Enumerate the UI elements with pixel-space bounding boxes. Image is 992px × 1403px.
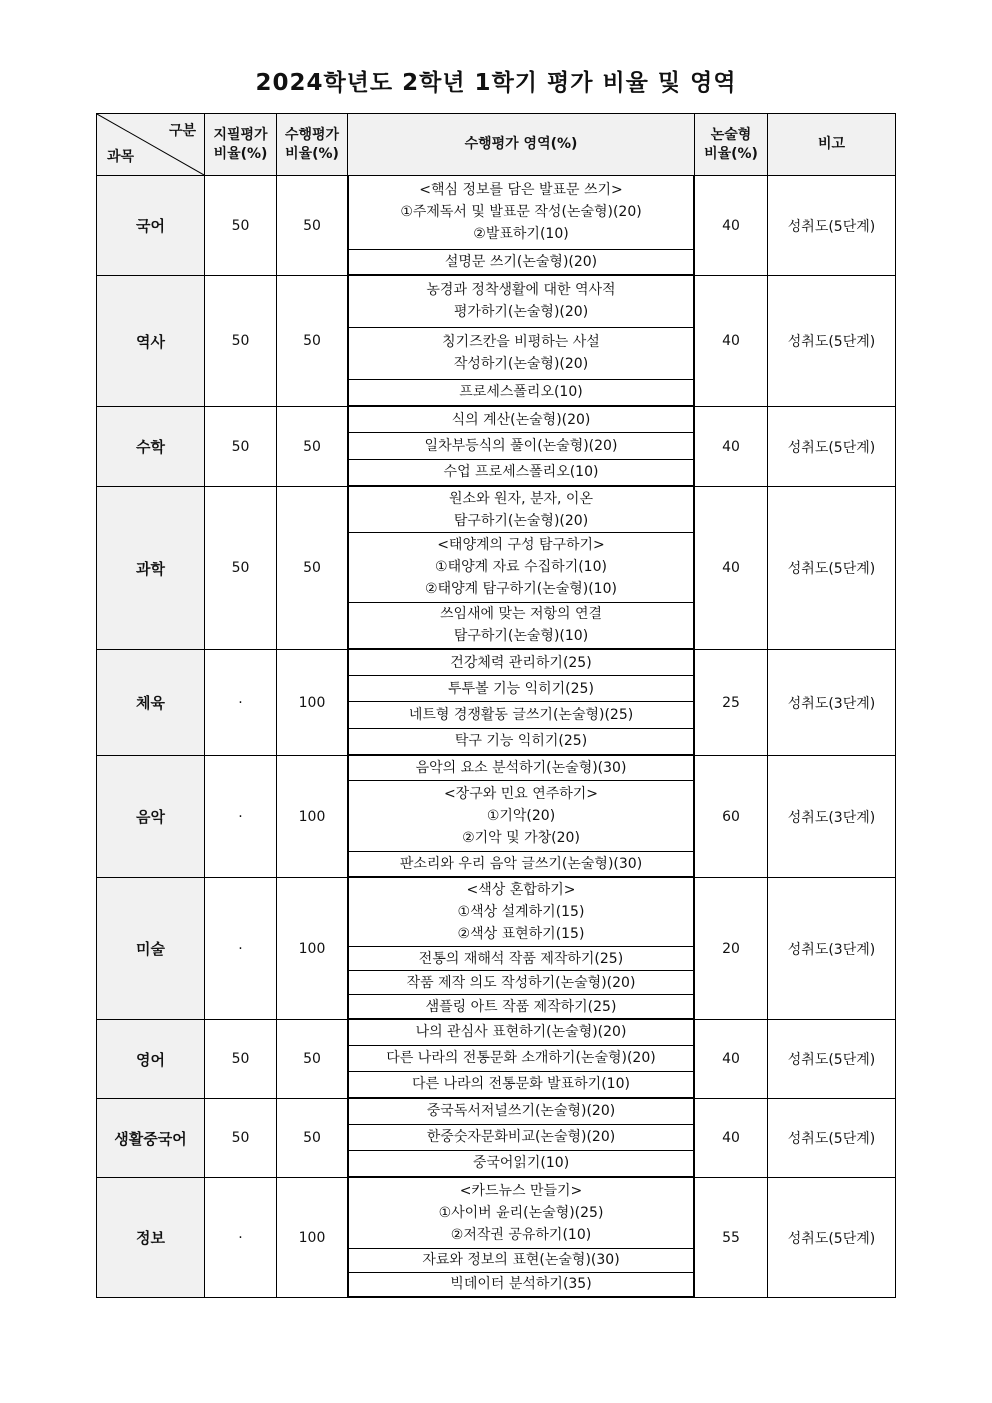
performance-item (349, 1045, 694, 1071)
table-row (97, 1178, 896, 1298)
header-subject: 과목 (107, 149, 135, 165)
performance-ratio-cell: 100 (277, 1178, 348, 1298)
remarks-cell: 성취도(3단계) (768, 756, 896, 878)
remarks-cell: 성취도(5단계) (768, 1099, 896, 1178)
performance-ratio-cell: 50 (277, 276, 348, 407)
remarks-cell: 성취도(5단계) (768, 176, 896, 276)
performance-item-line: 평가하기(논술형)(20) (453, 304, 589, 321)
subject-cell: 국어 (97, 176, 205, 276)
table-body (97, 176, 896, 1298)
essay-ratio-cell: 20 (695, 878, 768, 1020)
performance-item-line: 빅데이터 분석하기(35) (450, 1276, 592, 1293)
performance-item-line: <카드뉴스 만들기> (459, 1182, 583, 1199)
performance-item-line: 설명문 쓰기(논술형)(20) (444, 253, 598, 270)
performance-item-line: ②색상 표현하기(15) (457, 926, 585, 943)
performance-item (349, 995, 694, 1019)
performance-item-line: ①주제독서 및 발표문 작성(논술형)(20) (400, 204, 642, 221)
header-essay-ratio: 논술형 비율(%) (695, 114, 768, 176)
performance-item-line: 다른 나라의 전통문화 발표하기(10) (412, 1076, 630, 1093)
performance-item-line: 한중숫자문화비교(논술형)(20) (426, 1129, 616, 1146)
written-ratio-cell: 50 (205, 276, 277, 407)
performance-item (349, 276, 694, 327)
performance-areas-cell (348, 1020, 695, 1099)
performance-item (349, 971, 694, 995)
header-category: 구분 (168, 123, 196, 139)
performance-item (349, 602, 694, 648)
performance-item (349, 1020, 694, 1045)
table-header-row (97, 114, 896, 176)
header-performance-ratio: 수행평가 비율(%) (277, 114, 348, 176)
written-ratio-cell: 50 (205, 176, 277, 276)
performance-item (349, 533, 694, 602)
header-written-ratio: 지필평가 비율(%) (205, 114, 277, 176)
performance-item-line: <핵심 정보를 담은 발표문 쓰기> (419, 182, 623, 199)
table-row (97, 756, 896, 878)
performance-ratio-cell: 50 (277, 1099, 348, 1178)
subject-cell: 역사 (97, 276, 205, 407)
remarks-cell: 성취도(5단계) (768, 487, 896, 650)
written-ratio-cell: · (205, 878, 277, 1020)
performance-item-line: 수업 프로세스폴리오(10) (443, 464, 599, 481)
essay-ratio-cell: 40 (695, 1020, 768, 1099)
remarks-cell: 성취도(5단계) (768, 1020, 896, 1099)
remarks-cell: 성취도(5단계) (768, 1178, 896, 1298)
performance-ratio-cell: 100 (277, 878, 348, 1020)
header-category-subject (97, 114, 205, 176)
performance-areas-cell (348, 276, 695, 407)
performance-item (349, 487, 694, 533)
subject-cell: 과학 (97, 487, 205, 650)
performance-areas-cell (348, 650, 695, 756)
performance-item-line: 전통의 재해석 작품 제작하기(25) (418, 950, 624, 967)
performance-item-line: 칭기즈칸을 비평하는 사설 (442, 334, 600, 351)
written-ratio-cell: · (205, 756, 277, 878)
essay-ratio-cell: 60 (695, 756, 768, 878)
evaluation-table (96, 113, 896, 1298)
performance-item-line: 다른 나라의 전통문화 소개하기(논술형)(20) (386, 1050, 656, 1067)
performance-item-line: 탐구하기(논술형)(20) (453, 512, 589, 529)
remarks-cell: 성취도(5단계) (768, 276, 896, 407)
written-ratio-cell: 50 (205, 407, 277, 487)
performance-item (349, 379, 694, 405)
table-row (97, 487, 896, 650)
subject-cell: 체육 (97, 650, 205, 756)
performance-item-line: 탐구하기(논술형)(10) (453, 628, 589, 645)
performance-item (349, 650, 694, 676)
performance-item-line: 일차부등식의 풀이(논술형)(20) (424, 437, 618, 454)
performance-item-line: 농경과 정착생활에 대한 역사적 (426, 282, 616, 299)
performance-item (349, 249, 694, 274)
remarks-cell: 성취도(3단계) (768, 650, 896, 756)
subject-cell: 음악 (97, 756, 205, 878)
essay-ratio-cell: 40 (695, 176, 768, 276)
performance-item (349, 728, 694, 754)
performance-item-line: 자료와 정보의 표현(논술형)(30) (422, 1252, 620, 1269)
performance-item-line: 음악의 요소 분석하기(논술형)(30) (415, 759, 627, 776)
subject-cell: 생활중국어 (97, 1099, 205, 1178)
performance-item-line: 작품 제작 의도 작성하기(논술형)(20) (406, 974, 636, 991)
essay-ratio-cell: 40 (695, 407, 768, 487)
performance-item (349, 878, 694, 947)
performance-item-line: <장구와 민요 연주하기> (443, 785, 599, 802)
written-ratio-cell: · (205, 1178, 277, 1298)
performance-item (349, 1178, 694, 1248)
performance-item (349, 1099, 694, 1124)
performance-item-line: 작성하기(논술형)(20) (453, 356, 589, 373)
performance-item-line: ②발표하기(10) (473, 226, 569, 243)
performance-ratio-cell: 100 (277, 756, 348, 878)
performance-item-line: 중국어읽기(10) (472, 1155, 570, 1172)
essay-ratio-cell: 25 (695, 650, 768, 756)
performance-ratio-cell: 50 (277, 176, 348, 276)
subject-cell: 미술 (97, 878, 205, 1020)
performance-item (349, 1150, 694, 1176)
performance-item-line: <태양계의 구성 탐구하기> (437, 537, 605, 554)
performance-item-line: 나의 관심사 표현하기(논술형)(20) (415, 1024, 627, 1041)
performance-item-line: 식의 계산(논술형)(20) (451, 411, 591, 428)
performance-item (349, 1248, 694, 1272)
performance-item (349, 852, 694, 877)
essay-ratio-cell: 55 (695, 1178, 768, 1298)
performance-item-line: 네트형 경쟁활동 글쓰기(논술형)(25) (408, 707, 634, 724)
performance-item (349, 433, 694, 459)
essay-ratio-cell: 40 (695, 276, 768, 407)
performance-areas-cell (348, 407, 695, 487)
performance-item-line: 쓰임새에 맞는 저항의 연결 (439, 606, 603, 623)
table-row (97, 1020, 896, 1099)
table-row (97, 1099, 896, 1178)
performance-item (349, 327, 694, 379)
performance-ratio-cell: 50 (277, 1020, 348, 1099)
performance-item (349, 1272, 694, 1296)
performance-item (349, 947, 694, 971)
performance-areas-cell (348, 756, 695, 878)
performance-areas-cell (348, 487, 695, 650)
performance-item-line: 프로세스폴리오(10) (459, 384, 583, 401)
table-row (97, 878, 896, 1020)
performance-areas-cell (348, 1099, 695, 1178)
performance-item-line: 중국독서저널쓰기(논술형)(20) (426, 1103, 616, 1120)
written-ratio-cell: 50 (205, 487, 277, 650)
performance-item (349, 1071, 694, 1097)
subject-cell: 영어 (97, 1020, 205, 1099)
written-ratio-cell: 50 (205, 1020, 277, 1099)
performance-item (349, 407, 694, 433)
table-row (97, 176, 896, 276)
written-ratio-cell: 50 (205, 1099, 277, 1178)
performance-ratio-cell: 50 (277, 407, 348, 487)
performance-item-line: 원소와 원자, 분자, 이온 (449, 490, 593, 507)
table-row (97, 276, 896, 407)
performance-item-line: 투투볼 기능 익히기(25) (448, 680, 594, 697)
performance-item-line: <색상 혼합하기> (466, 882, 576, 899)
performance-item (349, 676, 694, 702)
performance-item-line: ①기악(20) (486, 807, 556, 824)
performance-item-line: ②저작권 공유하기(10) (450, 1226, 592, 1243)
remarks-cell: 성취도(3단계) (768, 878, 896, 1020)
performance-item (349, 459, 694, 485)
header-remarks: 비고 (768, 114, 896, 176)
document-title: 2024학년도 2학년 1학기 평가 비율 및 영역 (255, 70, 737, 96)
performance-item (349, 176, 694, 249)
performance-item-line: 판소리와 우리 음악 글쓰기(논술형)(30) (399, 856, 643, 873)
remarks-cell: 성취도(5단계) (768, 407, 896, 487)
performance-item (349, 1124, 694, 1150)
written-ratio-cell: · (205, 650, 277, 756)
performance-item (349, 780, 694, 852)
performance-item-line: ①태양계 자료 수집하기(10) (435, 559, 607, 576)
performance-item-line: ①사이버 윤리(논술형)(25) (438, 1204, 604, 1221)
performance-ratio-cell: 100 (277, 650, 348, 756)
performance-ratio-cell: 50 (277, 487, 348, 650)
essay-ratio-cell: 40 (695, 1099, 768, 1178)
table-row (97, 650, 896, 756)
performance-areas-cell (348, 176, 695, 276)
header-performance-areas: 수행평가 영역(%) (348, 114, 695, 176)
performance-item-line: 건강체력 관리하기(25) (450, 654, 592, 671)
performance-areas-cell (348, 1178, 695, 1298)
performance-item-line: 샘플링 아트 작품 제작하기(25) (425, 998, 617, 1015)
subject-cell: 수학 (97, 407, 205, 487)
performance-item-line: ①색상 설계하기(15) (457, 904, 585, 921)
performance-areas-cell (348, 878, 695, 1020)
table-row (97, 407, 896, 487)
performance-item-line: ②태양계 탐구하기(논술형)(10) (425, 581, 617, 598)
performance-item-line: ②기악 및 가창(20) (462, 829, 580, 846)
subject-cell: 정보 (97, 1178, 205, 1298)
performance-item (349, 756, 694, 780)
essay-ratio-cell: 40 (695, 487, 768, 650)
performance-item-line: 탁구 기능 익히기(25) (454, 733, 588, 750)
performance-item (349, 702, 694, 728)
